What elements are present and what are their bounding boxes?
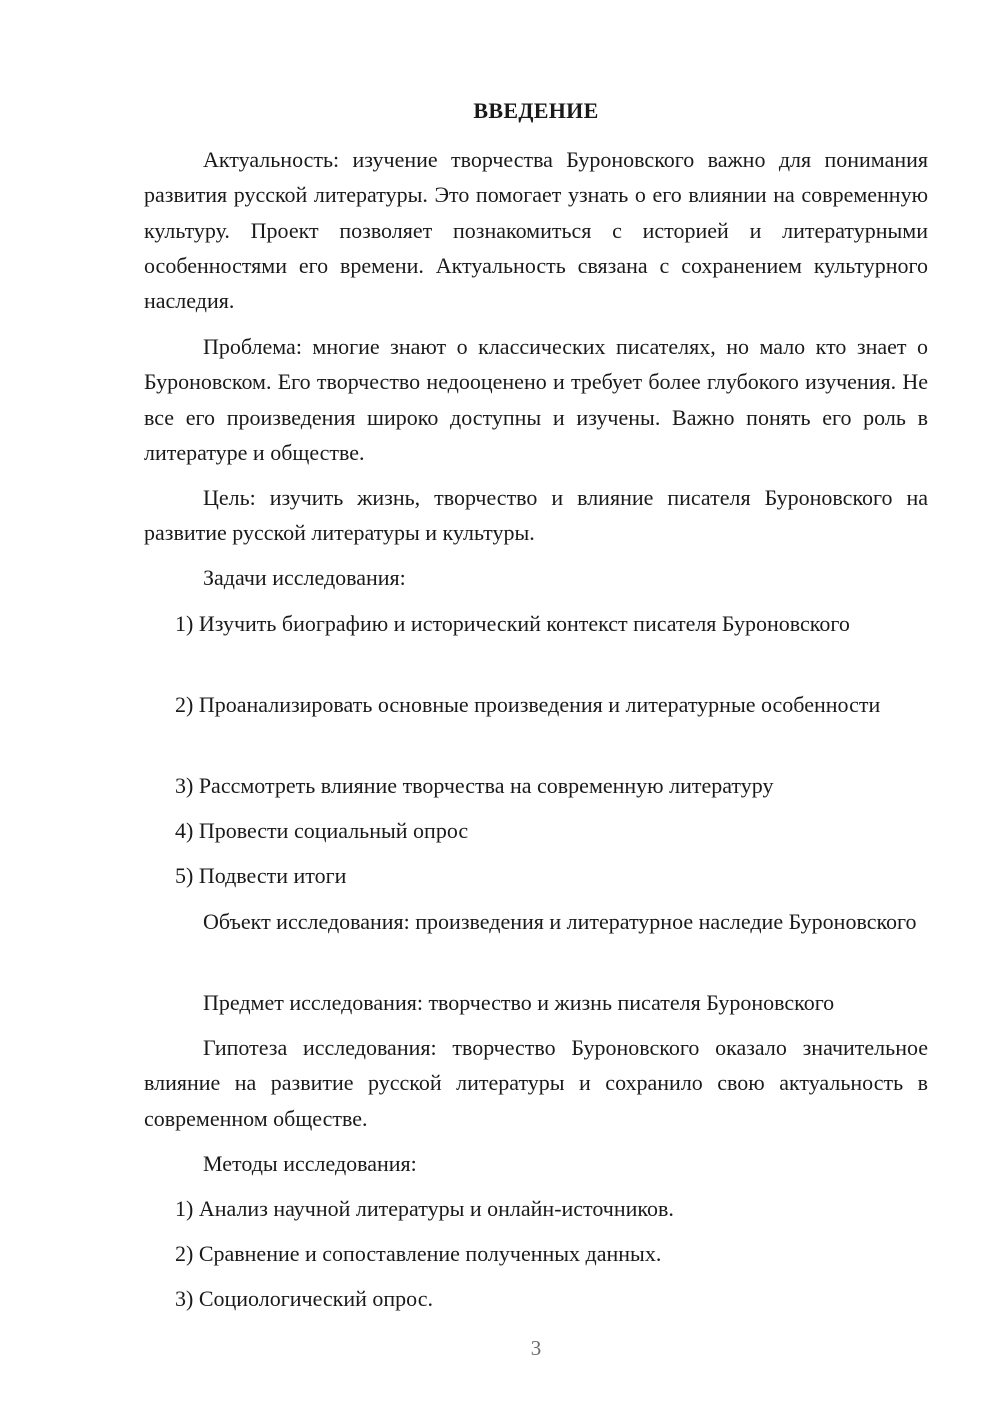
task-item: 1) Изучить биографию и исторический контекст писателя Буроновского <box>175 611 850 636</box>
method-item: 1) Анализ научной литературы и онлайн-источников. <box>175 1196 674 1221</box>
method-item: 3) Социологический опрос. <box>175 1286 433 1311</box>
task-item: 3) Рассмотреть влияние творчества на современную литературу <box>175 773 774 798</box>
document-page <box>144 0 928 1414</box>
methods-title: Методы исследования: <box>203 1151 417 1176</box>
tasks-title: Задачи исследования: <box>203 565 406 590</box>
subject-paragraph: Предмет исследования: творчество и жизнь писателя Буроновского <box>203 990 835 1015</box>
page-number: 3 <box>530 1336 542 1360</box>
goal-paragraph: Цель: изучить жизнь, творчество и влияние писателя Буроновского на развитие русской литературы и культуры. <box>144 485 928 546</box>
object-paragraph: Объект исследования: произведения и литературное наследие Буроновского <box>203 909 917 934</box>
task-item: 2) Проанализировать основные произведения и литературные особенности <box>175 692 881 717</box>
task-item: 5) Подвести итоги <box>175 863 347 888</box>
hypothesis-paragraph: Гипотеза исследования: творчество Буроновского оказало значительное влияние на развитие русской литературы и сохранило свою актуальность в современном обществе. <box>144 1035 928 1131</box>
method-item: 2) Сравнение и сопоставление полученных данных. <box>175 1241 662 1266</box>
section-heading: ВВЕДЕНИЕ <box>473 98 599 123</box>
problem-paragraph: Проблема: многие знают о классических писателях, но мало кто знает о Буроновском. Его творчество недооценено и требует более глубокого изучения. Не все его произведения широко доступны и изучены. Важно понять его роль в литературе и обществе. <box>144 334 928 465</box>
task-item: 4) Провести социальный опрос <box>175 818 469 843</box>
relevance-paragraph: Актуальность: изучение творчества Буроновского важно для понимания развития русской литературы. Это помогает узнать о его влиянии на современную культуру. Проект позволяет познакомиться с историей и литературными особенностями его времени. Актуальность связана с сохранением культурного наследия. <box>144 147 928 314</box>
